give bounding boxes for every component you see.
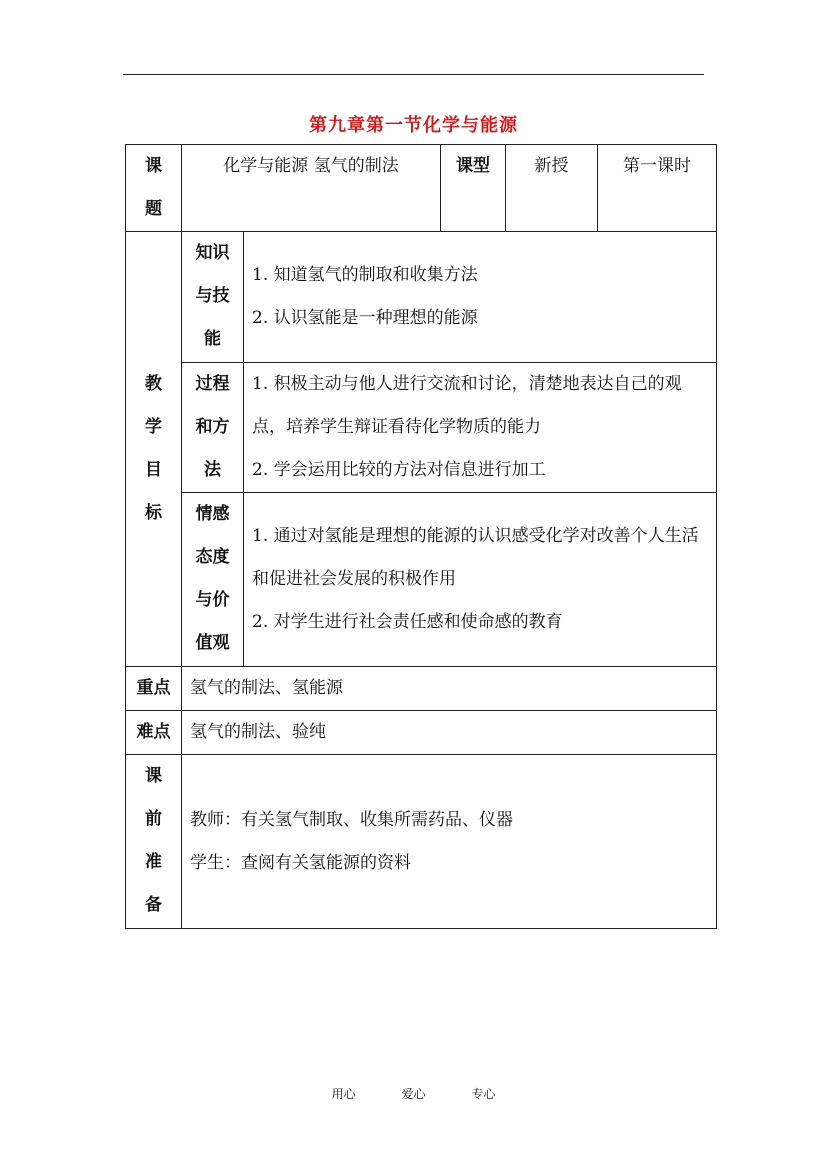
emotion-content (244, 493, 717, 667)
lesson-plan-table (125, 144, 717, 929)
emotion-label-cell (182, 493, 244, 667)
page-title: 第九章第一节化学与能源 (309, 115, 518, 136)
process-row (126, 363, 717, 493)
key-point-label: 重点 (126, 667, 182, 711)
knowledge-label: 知识与技能 (195, 243, 230, 349)
difficulty-label: 难点 (126, 711, 182, 755)
topic-value: 化学与能源 氢气的制法 (182, 145, 441, 232)
key-point-row (126, 667, 717, 711)
knowledge-item-1: 1. 知道氢气的制取和收集方法 (252, 265, 478, 285)
process-item-2: 2. 学会运用比较的方法对信息进行加工 (252, 460, 546, 480)
emotion-item-2: 2. 对学生进行社会责任感和使命感的教育 (252, 612, 563, 632)
knowledge-content (244, 232, 717, 363)
knowledge-label-cell (182, 232, 244, 363)
knowledge-item-2: 2. 认识氢能是一种理想的能源 (252, 308, 478, 328)
topic-row (126, 145, 717, 232)
prep-content (182, 755, 717, 929)
topic-label: 课题 (145, 156, 162, 219)
emotion-row (126, 493, 717, 667)
prep-label-cell (126, 755, 182, 929)
period-value: 第一课时 (598, 145, 717, 232)
process-item-1: 1. 积极主动与他人进行交流和讨论，清楚地表达自己的观点，培养学生辩证看待化学物质的能力 (252, 374, 682, 437)
key-point-value: 氢气的制法、氢能源 (182, 667, 717, 711)
emotion-item-1: 1. 通过对氢能是理想的能源的认识感受化学对改善个人生活和促进社会发展的积极作用 (252, 526, 699, 589)
prep-teacher: 教师：有关氢气制取、收集所需药品、仪器 (190, 809, 513, 830)
prep-label: 课前准备 (145, 766, 162, 915)
process-content (244, 363, 717, 493)
emotion-label: 情感态度与价值观 (195, 504, 230, 653)
footer-word-2: 爱心 (401, 1087, 426, 1101)
footer-word-1: 用心 (331, 1087, 356, 1101)
page-footer (0, 1085, 827, 1102)
process-label-cell (182, 363, 244, 493)
prep-student: 学生：查阅有关氢能源的资料 (190, 852, 411, 873)
type-value: 新授 (506, 145, 598, 232)
process-label: 过程和方法 (195, 374, 230, 480)
difficulty-row (126, 711, 717, 755)
goals-label-cell (126, 232, 182, 667)
header-rule (123, 74, 704, 75)
type-label: 课型 (441, 145, 506, 232)
prep-row (126, 755, 717, 929)
goals-label: 教学目标 (145, 374, 162, 523)
difficulty-value: 氢气的制法、验纯 (182, 711, 717, 755)
footer-word-3: 专心 (471, 1087, 496, 1101)
topic-label-cell (126, 145, 182, 232)
knowledge-row (126, 232, 717, 363)
